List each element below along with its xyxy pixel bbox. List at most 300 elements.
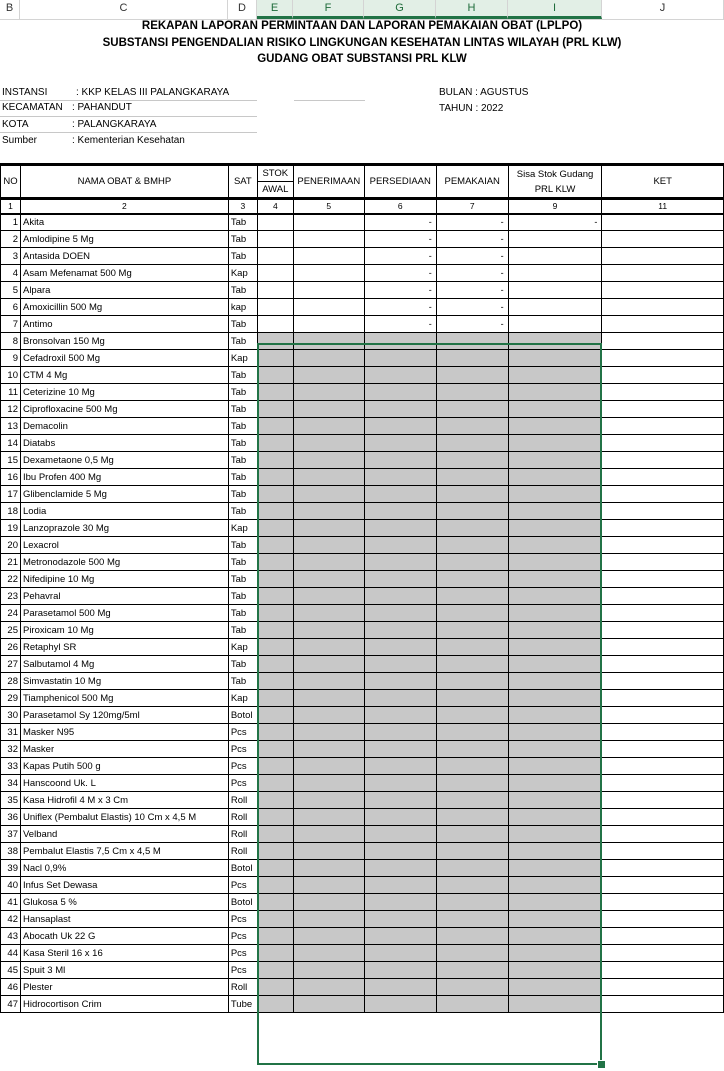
sisa-stok-cell[interactable]: [508, 877, 602, 894]
unit-cell[interactable]: Tab: [228, 452, 257, 469]
unit-cell[interactable]: Pcs: [228, 928, 257, 945]
pemakaian-cell[interactable]: [436, 384, 508, 401]
unit-cell[interactable]: Tab: [228, 401, 257, 418]
stok-awal-cell[interactable]: [257, 741, 293, 758]
item-name-cell[interactable]: Glukosa 5 %: [20, 894, 228, 911]
penerimaan-cell[interactable]: [293, 792, 364, 809]
colnum-cell[interactable]: 3: [228, 199, 257, 214]
ket-cell[interactable]: [602, 588, 724, 605]
row-number-cell[interactable]: 40: [1, 877, 21, 894]
unit-cell[interactable]: Tab: [228, 571, 257, 588]
pemakaian-cell[interactable]: [436, 690, 508, 707]
persediaan-cell[interactable]: -: [364, 231, 436, 248]
ket-cell[interactable]: [602, 843, 724, 860]
unit-cell[interactable]: Pcs: [228, 877, 257, 894]
table-row[interactable]: [1, 537, 724, 554]
table-row[interactable]: [1, 622, 724, 639]
row-number-cell[interactable]: 11: [1, 384, 21, 401]
table-row[interactable]: [1, 503, 724, 520]
persediaan-cell[interactable]: [364, 843, 436, 860]
sisa-stok-cell[interactable]: [508, 979, 602, 996]
ket-cell[interactable]: [602, 282, 724, 299]
item-name-cell[interactable]: Hanscoond Uk. L: [20, 775, 228, 792]
sisa-stok-cell[interactable]: [508, 418, 602, 435]
persediaan-cell[interactable]: [364, 928, 436, 945]
column-header-g[interactable]: G: [364, 0, 436, 19]
sisa-stok-cell[interactable]: [508, 316, 602, 333]
penerimaan-cell[interactable]: [293, 384, 364, 401]
ket-cell[interactable]: [602, 435, 724, 452]
penerimaan-cell[interactable]: [293, 486, 364, 503]
item-name-cell[interactable]: Lanzoprazole 30 Mg: [20, 520, 228, 537]
pemakaian-cell[interactable]: [436, 503, 508, 520]
table-row[interactable]: [1, 809, 724, 826]
sisa-stok-cell[interactable]: [508, 996, 602, 1013]
table-row[interactable]: [1, 418, 724, 435]
row-number-cell[interactable]: 32: [1, 741, 21, 758]
table-row[interactable]: [1, 826, 724, 843]
unit-cell[interactable]: Tab: [228, 588, 257, 605]
pemakaian-cell[interactable]: [436, 979, 508, 996]
penerimaan-cell[interactable]: [293, 877, 364, 894]
sisa-stok-cell[interactable]: [508, 605, 602, 622]
penerimaan-cell[interactable]: [293, 571, 364, 588]
unit-cell[interactable]: Roll: [228, 843, 257, 860]
persediaan-cell[interactable]: [364, 809, 436, 826]
row-number-cell[interactable]: 39: [1, 860, 21, 877]
stok-awal-cell[interactable]: [257, 299, 293, 316]
penerimaan-cell[interactable]: [293, 588, 364, 605]
table-row[interactable]: [1, 520, 724, 537]
penerimaan-cell[interactable]: [293, 316, 364, 333]
stok-awal-cell[interactable]: [257, 486, 293, 503]
persediaan-cell[interactable]: [364, 911, 436, 928]
pemakaian-cell[interactable]: [436, 401, 508, 418]
table-row[interactable]: [1, 469, 724, 486]
stok-awal-cell[interactable]: [257, 469, 293, 486]
persediaan-cell[interactable]: [364, 979, 436, 996]
stok-awal-cell[interactable]: [257, 435, 293, 452]
stok-awal-cell[interactable]: [257, 622, 293, 639]
item-name-cell[interactable]: Abocath Uk 22 G: [20, 928, 228, 945]
table-row[interactable]: [1, 673, 724, 690]
pemakaian-cell[interactable]: [436, 843, 508, 860]
stok-awal-cell[interactable]: [257, 860, 293, 877]
stok-awal-cell[interactable]: [257, 571, 293, 588]
pemakaian-cell[interactable]: [436, 724, 508, 741]
stok-awal-cell[interactable]: [257, 520, 293, 537]
pemakaian-cell[interactable]: [436, 758, 508, 775]
persediaan-cell[interactable]: [364, 350, 436, 367]
sisa-stok-cell[interactable]: [508, 469, 602, 486]
pemakaian-cell[interactable]: [436, 741, 508, 758]
ket-cell[interactable]: [602, 231, 724, 248]
penerimaan-cell[interactable]: [293, 809, 364, 826]
table-row[interactable]: [1, 724, 724, 741]
ket-cell[interactable]: [602, 452, 724, 469]
pemakaian-cell[interactable]: [436, 656, 508, 673]
unit-cell[interactable]: Tab: [228, 282, 257, 299]
row-number-cell[interactable]: 21: [1, 554, 21, 571]
sisa-stok-cell[interactable]: [508, 248, 602, 265]
sisa-stok-cell[interactable]: [508, 775, 602, 792]
ket-cell[interactable]: [602, 792, 724, 809]
row-number-cell[interactable]: 7: [1, 316, 21, 333]
unit-cell[interactable]: Botol: [228, 894, 257, 911]
unit-cell[interactable]: Roll: [228, 809, 257, 826]
sisa-stok-cell[interactable]: [508, 826, 602, 843]
penerimaan-cell[interactable]: [293, 367, 364, 384]
sisa-stok-cell[interactable]: [508, 724, 602, 741]
persediaan-cell[interactable]: -: [364, 248, 436, 265]
unit-cell[interactable]: Botol: [228, 707, 257, 724]
colnum-cell[interactable]: 7: [436, 199, 508, 214]
column-header-f[interactable]: F: [293, 0, 364, 19]
row-number-cell[interactable]: 15: [1, 452, 21, 469]
persediaan-cell[interactable]: [364, 860, 436, 877]
persediaan-cell[interactable]: [364, 741, 436, 758]
ket-cell[interactable]: [602, 656, 724, 673]
persediaan-cell[interactable]: [364, 707, 436, 724]
item-name-cell[interactable]: Antasida DOEN: [20, 248, 228, 265]
stok-awal-cell[interactable]: [257, 656, 293, 673]
row-number-cell[interactable]: 41: [1, 894, 21, 911]
pemakaian-cell[interactable]: [436, 877, 508, 894]
stok-awal-cell[interactable]: [257, 214, 293, 231]
item-name-cell[interactable]: Nifedipine 10 Mg: [20, 571, 228, 588]
item-name-cell[interactable]: Kasa Steril 16 x 16: [20, 945, 228, 962]
stok-awal-cell[interactable]: [257, 367, 293, 384]
stok-awal-cell[interactable]: [257, 979, 293, 996]
item-name-cell[interactable]: Glibenclamide 5 Mg: [20, 486, 228, 503]
pemakaian-cell[interactable]: [436, 826, 508, 843]
table-row[interactable]: [1, 214, 724, 231]
row-number-cell[interactable]: 31: [1, 724, 21, 741]
unit-cell[interactable]: Tab: [228, 469, 257, 486]
unit-cell[interactable]: Roll: [228, 979, 257, 996]
row-number-cell[interactable]: 22: [1, 571, 21, 588]
pemakaian-cell[interactable]: [436, 622, 508, 639]
row-number-cell[interactable]: 23: [1, 588, 21, 605]
unit-cell[interactable]: Tab: [228, 605, 257, 622]
penerimaan-cell[interactable]: [293, 826, 364, 843]
row-number-cell[interactable]: 12: [1, 401, 21, 418]
pemakaian-cell[interactable]: -: [436, 214, 508, 231]
stok-awal-cell[interactable]: [257, 452, 293, 469]
table-row[interactable]: [1, 350, 724, 367]
ket-cell[interactable]: [602, 248, 724, 265]
stok-awal-cell[interactable]: [257, 588, 293, 605]
table-row[interactable]: [1, 962, 724, 979]
penerimaan-cell[interactable]: [293, 214, 364, 231]
item-name-cell[interactable]: Kasa Hidrofil 4 M x 3 Cm: [20, 792, 228, 809]
table-row[interactable]: [1, 265, 724, 282]
stok-awal-cell[interactable]: [257, 605, 293, 622]
ket-cell[interactable]: [602, 571, 724, 588]
colnum-cell[interactable]: 5: [293, 199, 364, 214]
header-ket[interactable]: KET: [602, 165, 724, 199]
item-name-cell[interactable]: Antimo: [20, 316, 228, 333]
ket-cell[interactable]: [602, 860, 724, 877]
ket-cell[interactable]: [602, 265, 724, 282]
unit-cell[interactable]: Tab: [228, 656, 257, 673]
item-name-cell[interactable]: Uniflex (Pembalut Elastis) 10 Cm x 4,5 M: [20, 809, 228, 826]
table-row[interactable]: [1, 486, 724, 503]
ket-cell[interactable]: [602, 741, 724, 758]
stok-awal-cell[interactable]: [257, 911, 293, 928]
penerimaan-cell[interactable]: [293, 741, 364, 758]
item-name-cell[interactable]: Bronsolvan 150 Mg: [20, 333, 228, 350]
table-row[interactable]: [1, 639, 724, 656]
header-nama-obat[interactable]: NAMA OBAT & BMHP: [20, 165, 228, 199]
table-row[interactable]: [1, 860, 724, 877]
penerimaan-cell[interactable]: [293, 894, 364, 911]
sisa-stok-cell[interactable]: [508, 741, 602, 758]
persediaan-cell[interactable]: [364, 656, 436, 673]
item-name-cell[interactable]: Lodia: [20, 503, 228, 520]
unit-cell[interactable]: kap: [228, 299, 257, 316]
persediaan-cell[interactable]: [364, 486, 436, 503]
item-name-cell[interactable]: Pehavral: [20, 588, 228, 605]
persediaan-cell[interactable]: [364, 962, 436, 979]
item-name-cell[interactable]: Metronodazole 500 Mg: [20, 554, 228, 571]
penerimaan-cell[interactable]: [293, 911, 364, 928]
unit-cell[interactable]: Tab: [228, 418, 257, 435]
penerimaan-cell[interactable]: [293, 639, 364, 656]
row-number-cell[interactable]: 34: [1, 775, 21, 792]
colnum-cell[interactable]: 1: [1, 199, 21, 214]
penerimaan-cell[interactable]: [293, 452, 364, 469]
ket-cell[interactable]: [602, 299, 724, 316]
penerimaan-cell[interactable]: [293, 537, 364, 554]
table-row[interactable]: [1, 979, 724, 996]
ket-cell[interactable]: [602, 367, 724, 384]
stok-awal-cell[interactable]: [257, 248, 293, 265]
stok-awal-cell[interactable]: [257, 554, 293, 571]
stok-awal-cell[interactable]: [257, 350, 293, 367]
table-row[interactable]: [1, 571, 724, 588]
row-number-cell[interactable]: 26: [1, 639, 21, 656]
penerimaan-cell[interactable]: [293, 605, 364, 622]
item-name-cell[interactable]: Ceterizine 10 Mg: [20, 384, 228, 401]
unit-cell[interactable]: Pcs: [228, 911, 257, 928]
stok-awal-cell[interactable]: [257, 673, 293, 690]
stok-awal-cell[interactable]: [257, 401, 293, 418]
persediaan-cell[interactable]: [364, 401, 436, 418]
stok-awal-cell[interactable]: [257, 537, 293, 554]
colnum-cell[interactable]: 9: [508, 199, 602, 214]
table-row[interactable]: [1, 741, 724, 758]
unit-cell[interactable]: Botol: [228, 860, 257, 877]
row-number-cell[interactable]: 28: [1, 673, 21, 690]
row-number-cell[interactable]: 2: [1, 231, 21, 248]
row-number-cell[interactable]: 44: [1, 945, 21, 962]
item-name-cell[interactable]: Parasetamol Sy 120mg/5ml: [20, 707, 228, 724]
persediaan-cell[interactable]: [364, 435, 436, 452]
row-number-cell[interactable]: 46: [1, 979, 21, 996]
sisa-stok-cell[interactable]: [508, 928, 602, 945]
table-row[interactable]: [1, 452, 724, 469]
persediaan-cell[interactable]: [364, 520, 436, 537]
sisa-stok-cell[interactable]: [508, 656, 602, 673]
unit-cell[interactable]: Tab: [228, 503, 257, 520]
persediaan-cell[interactable]: [364, 673, 436, 690]
penerimaan-cell[interactable]: [293, 775, 364, 792]
table-row[interactable]: [1, 435, 724, 452]
table-row[interactable]: [1, 554, 724, 571]
penerimaan-cell[interactable]: [293, 520, 364, 537]
row-number-cell[interactable]: 16: [1, 469, 21, 486]
header-sat[interactable]: SAT: [228, 165, 257, 199]
pemakaian-cell[interactable]: [436, 350, 508, 367]
persediaan-cell[interactable]: [364, 588, 436, 605]
persediaan-cell[interactable]: [364, 605, 436, 622]
sisa-stok-cell[interactable]: [508, 894, 602, 911]
ket-cell[interactable]: [602, 384, 724, 401]
table-row[interactable]: [1, 367, 724, 384]
item-name-cell[interactable]: CTM 4 Mg: [20, 367, 228, 384]
table-row[interactable]: [1, 282, 724, 299]
table-row[interactable]: [1, 401, 724, 418]
fill-handle[interactable]: [597, 1060, 606, 1069]
ket-cell[interactable]: [602, 911, 724, 928]
item-name-cell[interactable]: Hidrocortison Crim: [20, 996, 228, 1013]
persediaan-cell[interactable]: [364, 996, 436, 1013]
penerimaan-cell[interactable]: [293, 928, 364, 945]
persediaan-cell[interactable]: [364, 690, 436, 707]
penerimaan-cell[interactable]: [293, 469, 364, 486]
unit-cell[interactable]: Kap: [228, 265, 257, 282]
persediaan-cell[interactable]: -: [364, 299, 436, 316]
persediaan-cell[interactable]: [364, 384, 436, 401]
sisa-stok-cell[interactable]: [508, 333, 602, 350]
sisa-stok-cell[interactable]: [508, 809, 602, 826]
table-row[interactable]: [1, 996, 724, 1013]
item-name-cell[interactable]: Piroxicam 10 Mg: [20, 622, 228, 639]
pemakaian-cell[interactable]: [436, 792, 508, 809]
ket-cell[interactable]: [602, 673, 724, 690]
column-header-j[interactable]: J: [602, 0, 724, 19]
column-header-h[interactable]: H: [436, 0, 508, 19]
sisa-stok-cell[interactable]: [508, 503, 602, 520]
pemakaian-cell[interactable]: [436, 452, 508, 469]
pemakaian-cell[interactable]: -: [436, 248, 508, 265]
pemakaian-cell[interactable]: -: [436, 316, 508, 333]
ket-cell[interactable]: [602, 809, 724, 826]
sisa-stok-cell[interactable]: [508, 945, 602, 962]
sisa-stok-cell[interactable]: [508, 758, 602, 775]
ket-cell[interactable]: [602, 214, 724, 231]
item-name-cell[interactable]: Spuit 3 Ml: [20, 962, 228, 979]
persediaan-cell[interactable]: [364, 877, 436, 894]
ket-cell[interactable]: [602, 622, 724, 639]
item-name-cell[interactable]: Masker N95: [20, 724, 228, 741]
sisa-stok-cell[interactable]: [508, 282, 602, 299]
row-number-cell[interactable]: 27: [1, 656, 21, 673]
header-penerimaan[interactable]: PENERIMAAN: [293, 165, 364, 199]
persediaan-cell[interactable]: [364, 367, 436, 384]
ket-cell[interactable]: [602, 979, 724, 996]
column-header-c[interactable]: C: [20, 0, 228, 19]
persediaan-cell[interactable]: [364, 792, 436, 809]
unit-cell[interactable]: Tab: [228, 248, 257, 265]
stok-awal-cell[interactable]: [257, 333, 293, 350]
stok-awal-cell[interactable]: [257, 945, 293, 962]
table-row[interactable]: [1, 911, 724, 928]
persediaan-cell[interactable]: [364, 758, 436, 775]
stok-awal-cell[interactable]: [257, 316, 293, 333]
unit-cell[interactable]: Tube: [228, 996, 257, 1013]
penerimaan-cell[interactable]: [293, 554, 364, 571]
sisa-stok-cell[interactable]: [508, 588, 602, 605]
pemakaian-cell[interactable]: [436, 775, 508, 792]
row-number-cell[interactable]: 5: [1, 282, 21, 299]
pemakaian-cell[interactable]: [436, 945, 508, 962]
unit-cell[interactable]: Kap: [228, 520, 257, 537]
row-number-cell[interactable]: 18: [1, 503, 21, 520]
item-name-cell[interactable]: Velband: [20, 826, 228, 843]
table-row[interactable]: [1, 707, 724, 724]
pemakaian-cell[interactable]: [436, 809, 508, 826]
row-number-cell[interactable]: 47: [1, 996, 21, 1013]
item-name-cell[interactable]: Simvastatin 10 Mg: [20, 673, 228, 690]
table-row[interactable]: [1, 690, 724, 707]
stok-awal-cell[interactable]: [257, 775, 293, 792]
stok-awal-cell[interactable]: [257, 894, 293, 911]
pemakaian-cell[interactable]: [436, 894, 508, 911]
table-row[interactable]: [1, 333, 724, 350]
penerimaan-cell[interactable]: [293, 724, 364, 741]
item-name-cell[interactable]: Dexametaone 0,5 Mg: [20, 452, 228, 469]
ket-cell[interactable]: [602, 996, 724, 1013]
row-number-cell[interactable]: 30: [1, 707, 21, 724]
ket-cell[interactable]: [602, 724, 724, 741]
stok-awal-cell[interactable]: [257, 826, 293, 843]
stok-awal-cell[interactable]: [257, 639, 293, 656]
penerimaan-cell[interactable]: [293, 350, 364, 367]
row-number-cell[interactable]: 4: [1, 265, 21, 282]
unit-cell[interactable]: Kap: [228, 690, 257, 707]
persediaan-cell[interactable]: [364, 452, 436, 469]
stok-awal-cell[interactable]: [257, 843, 293, 860]
persediaan-cell[interactable]: [364, 622, 436, 639]
ket-cell[interactable]: [602, 894, 724, 911]
ket-cell[interactable]: [602, 316, 724, 333]
item-name-cell[interactable]: Nacl 0,9%: [20, 860, 228, 877]
item-name-cell[interactable]: Masker: [20, 741, 228, 758]
penerimaan-cell[interactable]: [293, 333, 364, 350]
ket-cell[interactable]: [602, 877, 724, 894]
sisa-stok-cell[interactable]: [508, 622, 602, 639]
unit-cell[interactable]: Tab: [228, 214, 257, 231]
stok-awal-cell[interactable]: [257, 724, 293, 741]
sisa-stok-cell[interactable]: [508, 401, 602, 418]
sisa-stok-cell[interactable]: [508, 962, 602, 979]
table-row[interactable]: [1, 758, 724, 775]
colnum-cell[interactable]: 11: [602, 199, 724, 214]
pemakaian-cell[interactable]: [436, 486, 508, 503]
stok-awal-cell[interactable]: [257, 758, 293, 775]
table-row[interactable]: [1, 945, 724, 962]
colnum-cell[interactable]: 4: [257, 199, 293, 214]
item-name-cell[interactable]: Retaphyl SR: [20, 639, 228, 656]
item-name-cell[interactable]: Amoxicillin 500 Mg: [20, 299, 228, 316]
row-number-cell[interactable]: 38: [1, 843, 21, 860]
unit-cell[interactable]: Tab: [228, 316, 257, 333]
pemakaian-cell[interactable]: [436, 418, 508, 435]
unit-cell[interactable]: Tab: [228, 622, 257, 639]
unit-cell[interactable]: Tab: [228, 435, 257, 452]
